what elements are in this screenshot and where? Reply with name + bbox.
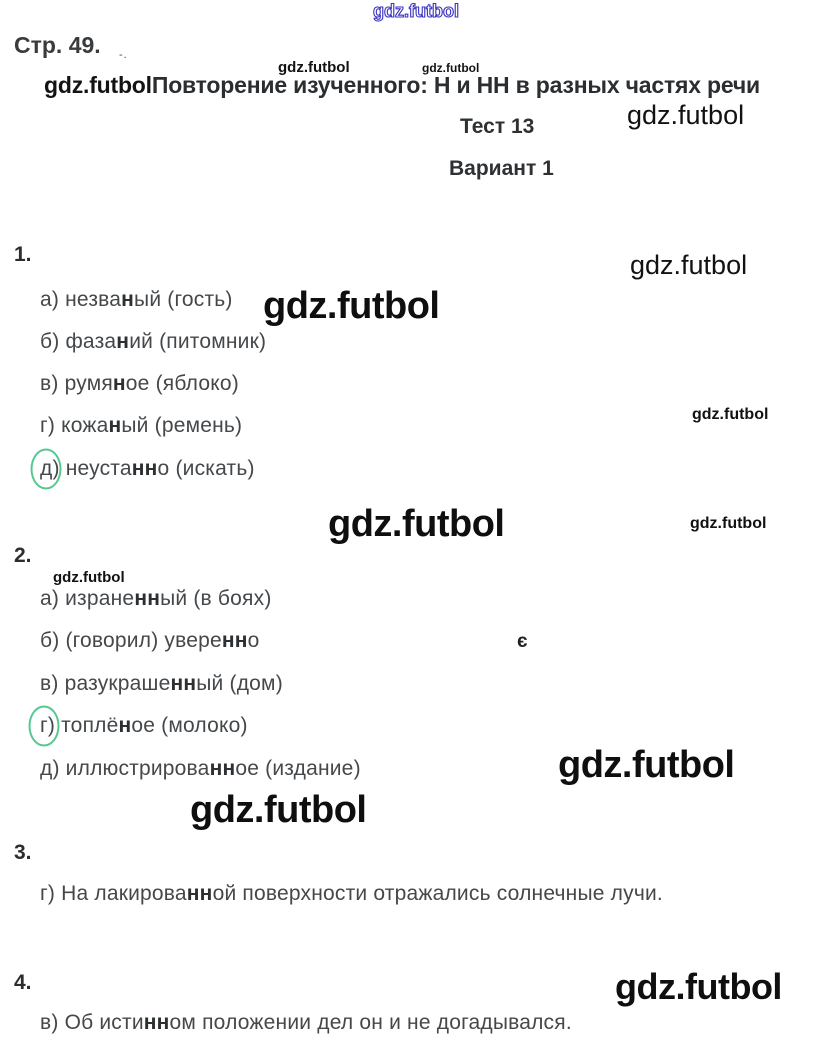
watermark-big-q1: gdz.futbol	[263, 285, 440, 327]
answer-sentence-3: г) На лакированной поверхности отражались солнечные лучи.	[40, 882, 663, 905]
answer-circle-mark: д	[40, 457, 53, 480]
page-number-label: Стр. 49.	[14, 32, 101, 58]
watermark-big-below-q2: gdz.futbol	[190, 789, 367, 831]
watermark-q2-small: gdz.futbol	[53, 569, 125, 586]
answer-option-1d-circled: д) неустанно (искать)	[40, 457, 255, 480]
stray-character: є	[517, 631, 528, 652]
answer-circle-mark: г	[40, 714, 48, 737]
question-number-1: 1.	[14, 243, 32, 266]
watermark-q1-right: gdz.futbol	[630, 250, 748, 280]
answer-option-1d: г) кожаный (ремень)	[40, 414, 243, 437]
answer-option-2g-circled: г) топлёное (молоко)	[40, 714, 248, 737]
question-number-3: 3.	[14, 841, 32, 864]
answer-option-1c: в) румяное (яблоко)	[40, 372, 239, 395]
watermark-heading-prefix: gdz.futbol	[44, 72, 152, 98]
watermark-header-small-1: gdz.futbol	[278, 59, 350, 76]
lesson-heading	[44, 72, 760, 99]
watermark-small-right-2: gdz.futbol	[690, 515, 767, 532]
watermark-big-q4: gdz.futbol	[615, 966, 782, 1007]
test-title: Тест 13	[460, 115, 535, 138]
answer-option-2a: а) израненный (в боях)	[40, 587, 272, 610]
answer-option-2d: д) иллюстрированное (издание)	[40, 757, 361, 780]
watermark-small-right-1: gdz.futbol	[692, 406, 769, 423]
watermark-header-small-2: gdz.futbol	[422, 61, 480, 75]
question-number-4: 4.	[14, 971, 32, 994]
question-number-2: 2.	[14, 544, 32, 567]
answer-option-2b: б) (говорил) уверенно	[40, 629, 260, 652]
answer-option-1a: а) незваный (гость)	[40, 288, 233, 311]
variant-title: Вариант 1	[449, 157, 554, 180]
watermark-top-blue: gdz.futbol	[373, 1, 459, 21]
watermark-big-q2-right: gdz.futbol	[558, 744, 735, 786]
watermark-big-above-q2: gdz.futbol	[328, 503, 505, 545]
scan-artifact-dash: -.	[119, 49, 128, 61]
answer-sentence-4: в) Об истинном положении дел он и не догадывался.	[40, 1011, 572, 1034]
answer-option-2c: в) разукрашенный (дом)	[40, 672, 283, 695]
lesson-heading-text: Повторение изученного: Н и НН в разных частях речи	[151, 72, 760, 98]
watermark-header-right: gdz.futbol	[627, 100, 745, 130]
answer-option-1b: б) фазаний (питомник)	[40, 330, 267, 353]
